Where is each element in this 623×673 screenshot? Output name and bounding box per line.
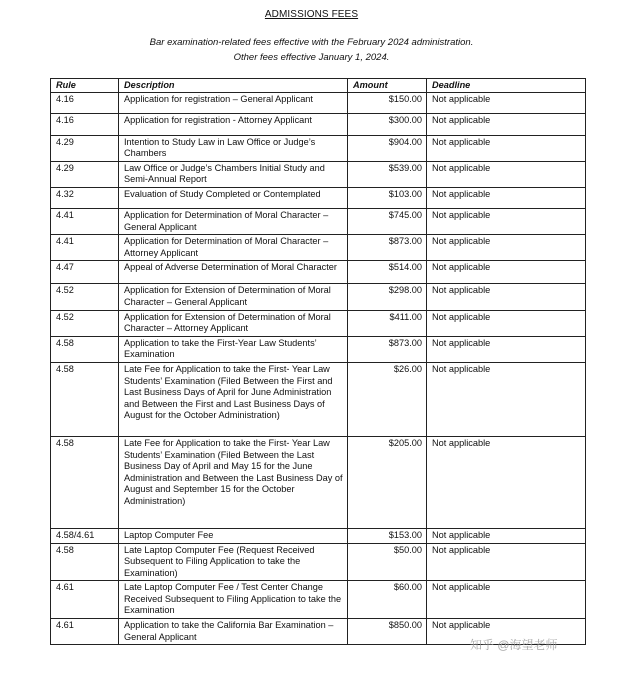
watermark: 知乎 @海望老师 xyxy=(470,638,558,652)
description-cell: Intention to Study Law in Law Office or Judge’s Chambers xyxy=(119,135,348,161)
amount-cell: $26.00 xyxy=(348,362,427,436)
rule-cell: 4.16 xyxy=(51,92,119,113)
description-cell: Late Fee for Application to take the First- Year Law Students’ Examination (Filed Between the First and Last Business Days of April for June Administration and Between the First and Last Business Days of August for the October Administration) xyxy=(119,362,348,436)
fees-table-body xyxy=(51,92,586,645)
amount-cell: $850.00 xyxy=(348,619,427,645)
fees-table xyxy=(50,78,586,645)
rule-cell: 4.47 xyxy=(51,261,119,284)
rule-cell: 4.58 xyxy=(51,436,119,528)
amount-cell: $298.00 xyxy=(348,284,427,310)
deadline-cell: Not applicable xyxy=(427,92,586,113)
rule-cell: 4.61 xyxy=(51,581,119,619)
rule-cell: 4.52 xyxy=(51,310,119,336)
header-amount: Amount xyxy=(348,79,427,93)
rule-cell: 4.61 xyxy=(51,619,119,645)
amount-cell: $103.00 xyxy=(348,187,427,208)
table-row xyxy=(51,362,586,436)
rule-cell: 4.58 xyxy=(51,336,119,362)
rule-cell: 4.58 xyxy=(51,362,119,436)
header-rule: Rule xyxy=(51,79,119,93)
description-cell: Appeal of Adverse Determination of Moral Character xyxy=(119,261,348,284)
deadline-cell: Not applicable xyxy=(427,187,586,208)
amount-cell: $514.00 xyxy=(348,261,427,284)
description-cell: Law Office or Judge’s Chambers Initial Study and Semi-Annual Report xyxy=(119,161,348,187)
description-cell: Laptop Computer Fee xyxy=(119,528,348,543)
table-row xyxy=(51,436,586,528)
description-cell: Application for registration – General Applicant xyxy=(119,92,348,113)
table-row xyxy=(51,581,586,619)
amount-cell: $745.00 xyxy=(348,208,427,234)
description-cell: Late Fee for Application to take the First- Year Law Students’ Examination (Filed Between the Last Business Day of April and May 15 for the June Administration and Between the Last Business Day of August and September 15 for the October Administration) xyxy=(119,436,348,528)
description-cell: Application for Determination of Moral Character – General Applicant xyxy=(119,208,348,234)
deadline-cell: Not applicable xyxy=(427,528,586,543)
deadline-cell: Not applicable xyxy=(427,436,586,528)
deadline-cell: Not applicable xyxy=(427,581,586,619)
amount-cell: $904.00 xyxy=(348,135,427,161)
deadline-cell: Not applicable xyxy=(427,543,586,581)
table-row xyxy=(51,284,586,310)
rule-cell: 4.32 xyxy=(51,187,119,208)
deadline-cell: Not applicable xyxy=(427,261,586,284)
table-row xyxy=(51,543,586,581)
amount-cell: $50.00 xyxy=(348,543,427,581)
rule-cell: 4.58/4.61 xyxy=(51,528,119,543)
amount-cell: $150.00 xyxy=(348,92,427,113)
table-row xyxy=(51,187,586,208)
description-cell: Application to take the California Bar Examination – General Applicant xyxy=(119,619,348,645)
header-deadline: Deadline xyxy=(427,79,586,93)
table-row xyxy=(51,261,586,284)
description-cell: Evaluation of Study Completed or Contemplated xyxy=(119,187,348,208)
description-cell: Late Laptop Computer Fee (Request Received Subsequent to Filing Application to take the Examination) xyxy=(119,543,348,581)
subtitle-line-2: Other fees effective January 1, 2024. xyxy=(233,52,390,63)
deadline-cell: Not applicable xyxy=(427,113,586,135)
description-cell: Application for Extension of Determination of Moral Character – Attorney Applicant xyxy=(119,310,348,336)
header-description: Description xyxy=(119,79,348,93)
rule-cell: 4.41 xyxy=(51,208,119,234)
rule-cell: 4.52 xyxy=(51,284,119,310)
rule-cell: 4.16 xyxy=(51,113,119,135)
description-cell: Application for Determination of Moral Character – Attorney Applicant xyxy=(119,235,348,261)
deadline-cell: Not applicable xyxy=(427,310,586,336)
document-title: ADMISSIONS FEES xyxy=(264,9,359,20)
amount-cell: $411.00 xyxy=(348,310,427,336)
table-row xyxy=(51,161,586,187)
deadline-cell: Not applicable xyxy=(427,208,586,234)
deadline-cell: Not applicable xyxy=(427,135,586,161)
table-row xyxy=(51,92,586,113)
amount-cell: $300.00 xyxy=(348,113,427,135)
amount-cell: $153.00 xyxy=(348,528,427,543)
table-row xyxy=(51,336,586,362)
deadline-cell: Not applicable xyxy=(427,619,586,645)
table-row xyxy=(51,235,586,261)
table-row xyxy=(51,135,586,161)
description-cell: Application for Extension of Determination of Moral Character – General Applicant xyxy=(119,284,348,310)
table-row xyxy=(51,113,586,135)
rule-cell: 4.58 xyxy=(51,543,119,581)
deadline-cell: Not applicable xyxy=(427,362,586,436)
deadline-cell: Not applicable xyxy=(427,161,586,187)
table-row xyxy=(51,310,586,336)
rule-cell: 4.29 xyxy=(51,161,119,187)
amount-cell: $60.00 xyxy=(348,581,427,619)
deadline-cell: Not applicable xyxy=(427,284,586,310)
amount-cell: $539.00 xyxy=(348,161,427,187)
amount-cell: $205.00 xyxy=(348,436,427,528)
deadline-cell: Not applicable xyxy=(427,235,586,261)
description-cell: Late Laptop Computer Fee / Test Center Change Received Subsequent to Filing Application to take the Examination xyxy=(119,581,348,619)
description-cell: Application for registration - Attorney Applicant xyxy=(119,113,348,135)
amount-cell: $873.00 xyxy=(348,235,427,261)
table-header-row xyxy=(51,79,586,93)
description-cell: Application to take the First-Year Law Students’ Examination xyxy=(119,336,348,362)
subtitle-line-1: Bar examination-related fees effective with the February 2024 administration. xyxy=(149,37,474,48)
table-row xyxy=(51,208,586,234)
rule-cell: 4.29 xyxy=(51,135,119,161)
rule-cell: 4.41 xyxy=(51,235,119,261)
amount-cell: $873.00 xyxy=(348,336,427,362)
deadline-cell: Not applicable xyxy=(427,336,586,362)
table-row xyxy=(51,528,586,543)
